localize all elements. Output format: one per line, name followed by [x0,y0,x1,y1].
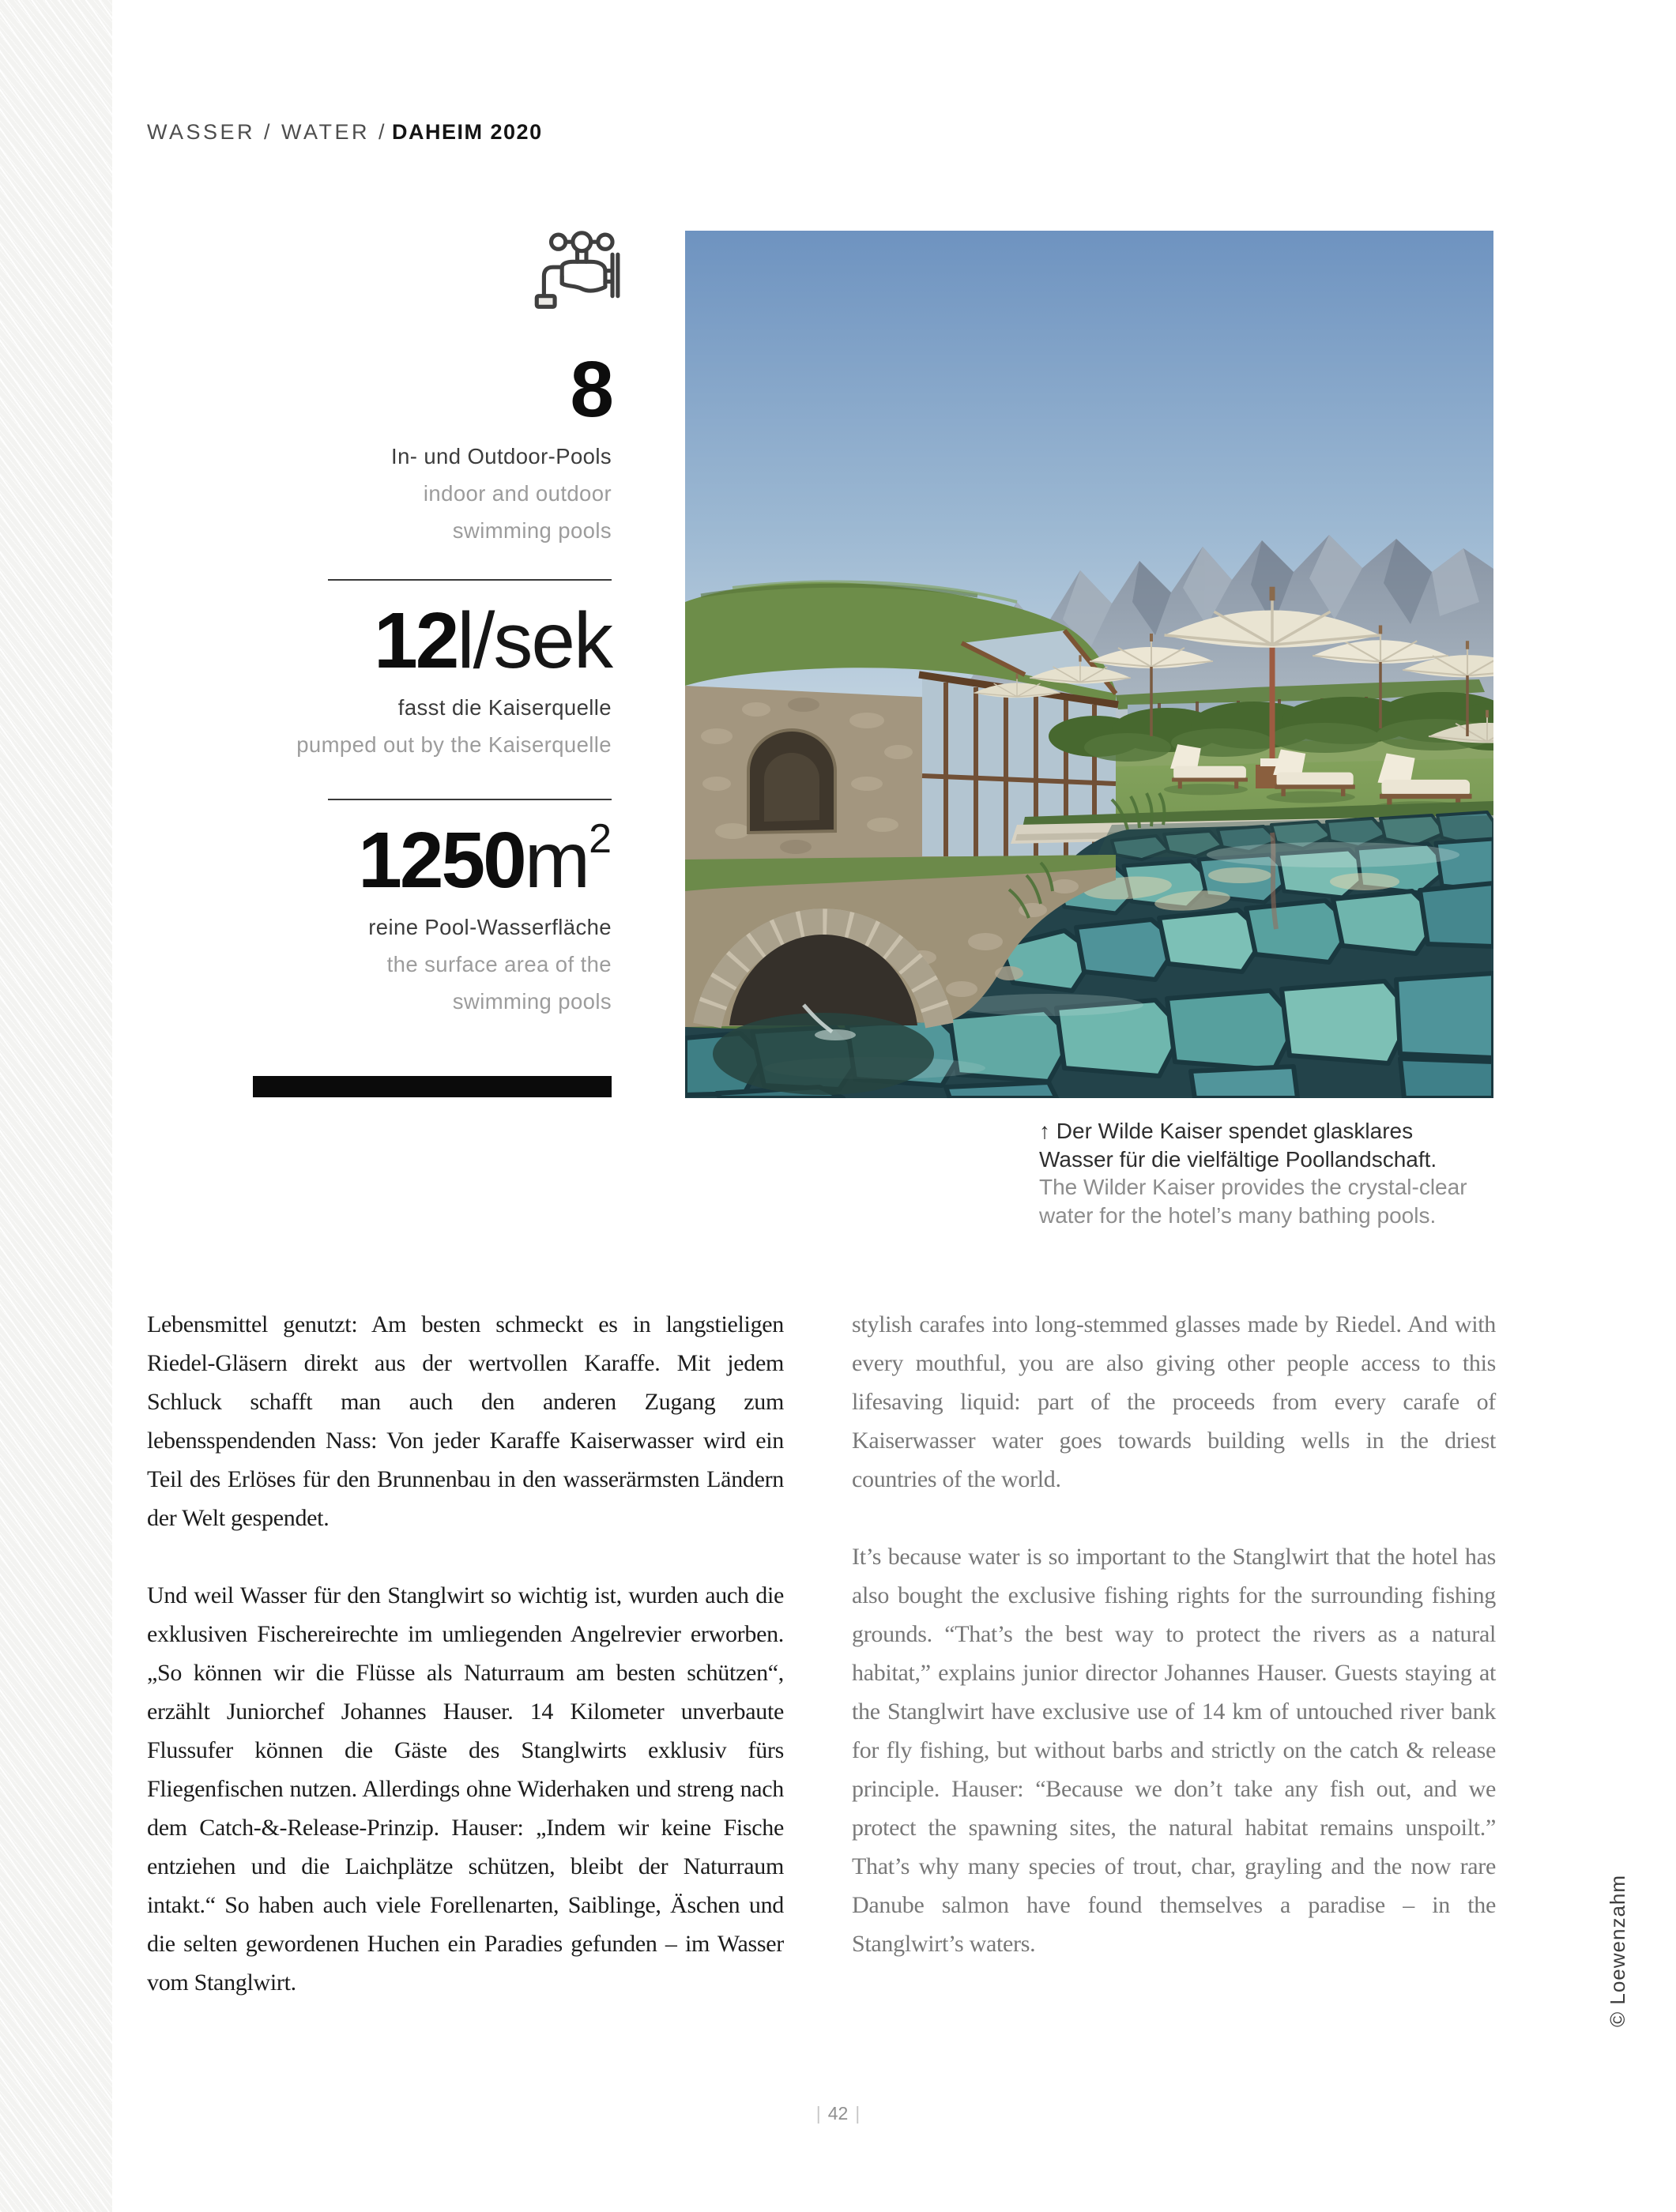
body-column-german [147,1305,784,2041]
stat-spring-flow-label-en: pumped out by the Kaiserquelle [296,732,612,757]
stat-pools [253,345,612,549]
black-bar [253,1076,612,1097]
german-paragraph-2: Und weil Wasser für den Stanglwirt so wichtig ist, wurden auch die exklusiven Fischereirechte im umliegenden Angelrevier erworben. „So können wir die Flüsse als Naturraum am besten schützen“, erzählt Juniorchef Johannes Hauser. 14 Kilometer unverbaute Flussufer können die Gäste des Stanglwirts exklusiv fürs Fliegenfischen nutzen. Allerdings ohne Widerhaken und streng nach dem Catch-&-Release-Prinzip. Hauser: „Indem wir keine Fische entziehen und die Laichplätze schützen, bleibt der Naturraum intakt.“ So haben auch viele Forellenarten, Saiblinge, Äschen und die selten gewordenen Huchen ein Paradies gefunden – im Wasser vom Stanglwirt. [147,1582,784,1996]
page-number-bar-right: | [855,2103,861,2124]
stats-divider-2 [328,799,612,800]
english-paragraph-2: It’s because water is so important to the Stanglwirt that the hotel has also bought the exclusive fishing rights for the surrounding fishing grounds. “That’s the best way to protect the rivers as a natural habitat,” explains junior director Johannes Hauser. Guests staying at the Stanglwirt have exclusive use of 14 km of untouched river bank for fly fishing, but without barbs and strictly on the catch & release principle. Hauser: “Because we don’t take any fish out, and we protect the spawning sites, the natural habitat remains unspoilt.” That’s why many species of trout, char, grayling and the now rare Danube salmon have found themselves a paradise – in the Stanglwirt’s waters. [852,1544,1496,1957]
english-paragraph-1: stylish carafes into long-stemmed glasses made by Riedel. And with every mouthful, you are also giving other people access to this lifesaving liquid: part of the proceeds from every carafe of Kaiserwasser water goes towards building wells in the driest countries of the world. [852,1311,1496,1492]
stat-pools-label-de: In- und Outdoor-Pools [391,444,612,468]
edition-label: DAHEIM 2020 [392,120,543,144]
photo-credit: © Loewenzahm [1606,1874,1629,2027]
stat-pools-value: 8 [570,345,612,434]
stat-pools-label-en-1: indoor and outdoor [423,481,612,506]
stat-pool-area [253,816,612,1020]
stat-pool-area-value: $1250m^2$ [358,816,612,905]
stat-pool-area-label-de: reine Pool-Wasserfläche [368,915,612,939]
caption-de-line-2: Wasser für die vielfältige Poollandschaft. [1039,1146,1437,1172]
page-number [0,2103,1676,2124]
section-label: WASSER / WATER / [147,120,388,144]
wilder-kaiser-pool-photo [685,231,1493,1098]
stat-pool-area-label-en-1: the surface area of the [386,952,612,976]
page-number-bar-left: | [815,2103,821,2124]
page-number-value: 42 [827,2103,849,2124]
caption-en-line-2: water for the hotel’s many bathing pools. [1039,1202,1437,1228]
stat-pools-label-en-2: swimming pools [452,518,612,543]
caption-de-line-1: ↑ Der Wilde Kaiser spendet glasklares [1039,1119,1414,1143]
body-column-english [852,1305,1496,2002]
stat-spring-flow-value: 12l/sek [374,596,612,685]
left-decorative-pattern [0,0,112,2212]
stat-pool-area-label-en-2: swimming pools [452,989,612,1014]
german-paragraph-1: Lebensmittel genutzt: Am besten schmeckt es in langstieligen Riedel-Gläsern direkt aus der wertvollen Karaffe. Mit jedem Schluck schafft man auch den anderen Zugang zum lebensspendenden Nass: Von jeder Karaffe Kaiserwasser wird ein Teil des Erlöses für den Brunnenbau in den wasserärmsten Ländern der Welt gespendet. [147,1311,784,1531]
stats-divider-1 [328,579,612,581]
page-header [147,120,543,145]
stat-spring-flow-label-de: fasst die Kaiserquelle [397,695,612,720]
caption-en-line-1: The Wilder Kaiser provides the crystal-clear [1039,1175,1467,1199]
photo-caption [1039,1117,1513,1229]
faucet-icon [534,228,626,318]
stat-spring-flow [253,596,612,763]
